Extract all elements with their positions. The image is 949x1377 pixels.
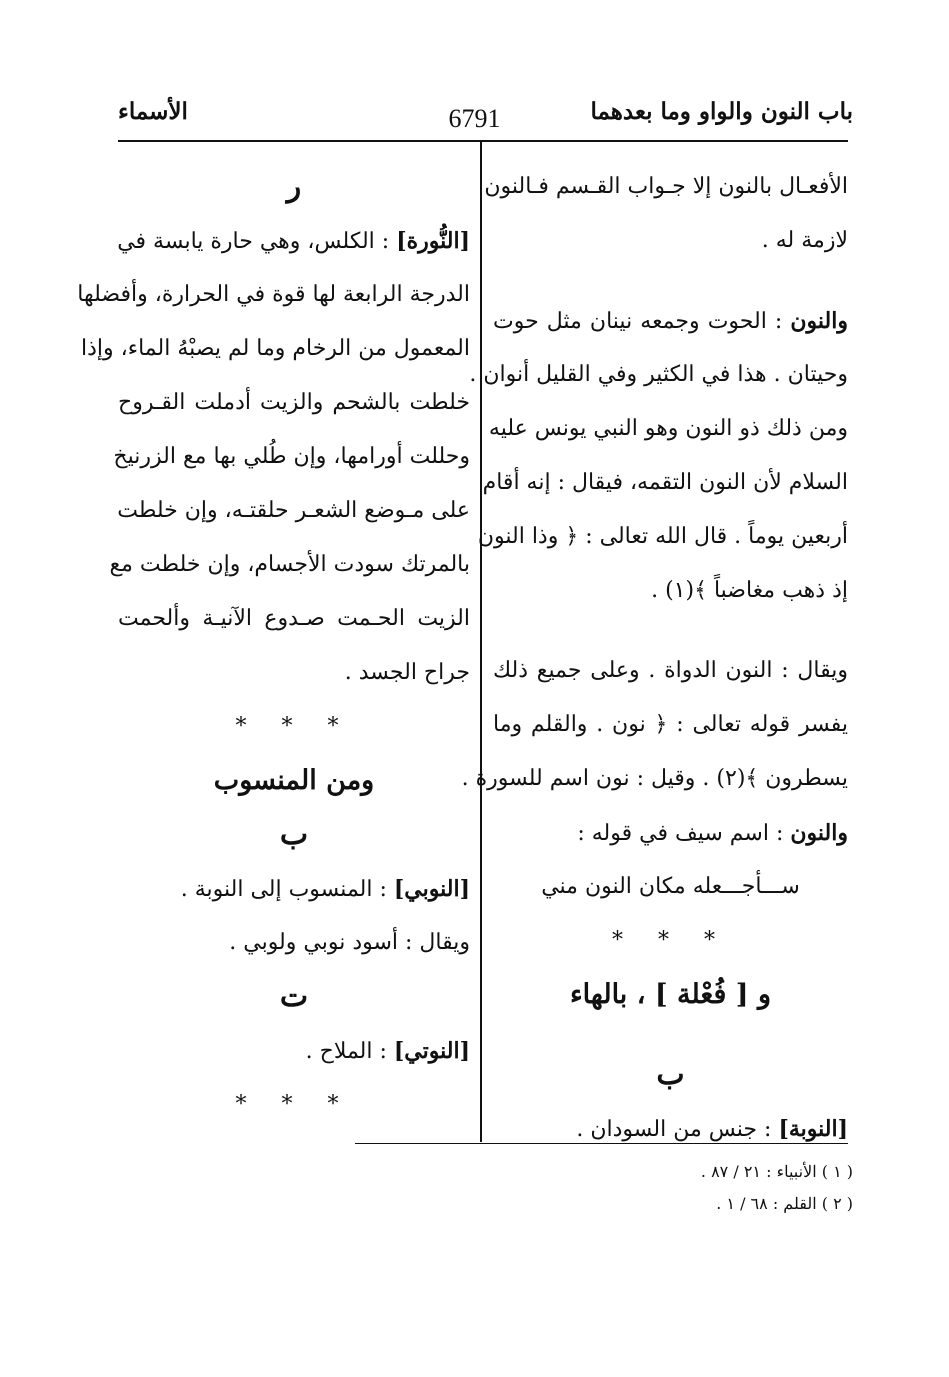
text-line: الأفعـال بالنون إلا جـواب القـسم فـالنون bbox=[484, 174, 848, 199]
text-line: بالمرتك سودت الأجسام، وإن خلطت مع bbox=[109, 552, 470, 577]
text-line: يفسر قوله تعالى : ﴿ نون . والقلم وما bbox=[493, 712, 848, 737]
chapter-title: باب النون والواو وما بعدهما bbox=[590, 98, 853, 125]
text-line: أربعين يوماً . قال الله تعالى : ﴿ وذا النون bbox=[477, 524, 848, 549]
entry-text: : الملاح . bbox=[305, 1039, 387, 1064]
text-line bbox=[118, 214, 470, 268]
entry-term: [النوبة] bbox=[778, 1116, 848, 1142]
header-rule bbox=[118, 140, 848, 142]
text-line: ويقال : أسود نوبي ولوبي . bbox=[229, 930, 470, 955]
section-title: الأسماء bbox=[118, 98, 188, 125]
footnote: ( ٢ ) القلم : ٦٨ / ١ . bbox=[716, 1194, 853, 1213]
entry-term: [النوتي] bbox=[393, 1038, 470, 1064]
text-line: خلطت بالشحم والزيت أدملت القـروح bbox=[118, 390, 470, 415]
entry-text: : الحوت وجمعه نينان مثل حوت bbox=[493, 309, 783, 334]
left-column bbox=[77, 160, 470, 1132]
text-line: يسطرون ﴾(٢) . وقيل : نون اسم للسورة . bbox=[461, 766, 848, 791]
entry-term: والنون bbox=[790, 308, 848, 334]
entry-term: [النوبي] bbox=[393, 876, 470, 902]
text-line: المعمول من الرخام وما لم يصبْهُ الماء، وإذا bbox=[81, 336, 470, 361]
pattern-word: فُعْلة bbox=[677, 979, 727, 1010]
text-line bbox=[493, 1102, 848, 1156]
entry-text: : اسم سيف في قوله : bbox=[577, 821, 784, 846]
section-separator: * * * bbox=[235, 714, 353, 739]
section-separator: * * * bbox=[612, 928, 729, 953]
right-column bbox=[461, 160, 848, 1156]
text-line: على مـوضع الشعـر حلقتـه، وإن خلطت bbox=[117, 498, 470, 523]
entry-text: : الكلس، وهي حارة يابسة في bbox=[117, 229, 390, 254]
text-line: ويقال : النون الدواة . وعلى جميع ذلك bbox=[493, 658, 848, 683]
text-line bbox=[118, 1024, 470, 1078]
text-line: الدرجة الرابعة لها قوة في الحرارة، وأفضلها bbox=[77, 282, 470, 307]
footnotes bbox=[701, 1156, 853, 1220]
letter-heading: ب bbox=[279, 817, 309, 852]
entry-text: : المنسوب إلى النوبة . bbox=[180, 877, 387, 902]
section-heading: ومن المنسوب bbox=[213, 765, 375, 796]
section-heading: و [ فُعْلة ] ، بالهاء bbox=[569, 979, 771, 1010]
letter-heading: ر bbox=[286, 169, 302, 204]
text-line: السلام لأن النون التقمه، فيقال : إنه أقام bbox=[482, 470, 848, 495]
entry-text: : جنس من السودان . bbox=[576, 1117, 772, 1142]
letter-heading: ت bbox=[279, 979, 309, 1014]
text-line bbox=[493, 294, 848, 348]
column-divider bbox=[480, 142, 482, 1142]
entry-term: [النُّورة] bbox=[396, 228, 470, 254]
footnote: ( ١ ) الأنبياء : ٢١ / ٨٧ . bbox=[700, 1162, 853, 1181]
text-line: وحللت أورامها، وإن طُلي بها مع الزرنيخ bbox=[113, 444, 470, 469]
footnote-rule bbox=[355, 1143, 848, 1144]
section-separator: * * * bbox=[235, 1092, 353, 1117]
text-line: الزيت الحـمت صـدوع الآنيـة وألحمت bbox=[118, 606, 470, 631]
text-line: إذ ذهب مغاضباً ﴾(١) . bbox=[651, 578, 848, 603]
text-line bbox=[118, 862, 470, 916]
verse-line: ســـأجـــعله مكان النون مني bbox=[541, 874, 800, 899]
text-line: لازمة له . bbox=[761, 228, 848, 253]
letter-heading: ب bbox=[656, 1057, 685, 1092]
entry-term: والنون bbox=[790, 820, 848, 846]
text-line: وحيتان . هذا في الكثير وفي القليل أنوان . bbox=[469, 362, 848, 387]
text-line: جراح الجسد . bbox=[344, 660, 470, 685]
text-line: ومن ذلك ذو النون وهو النبي يونس عليه bbox=[488, 416, 848, 441]
text-line bbox=[493, 806, 848, 860]
page-number: 6791 bbox=[448, 104, 501, 133]
